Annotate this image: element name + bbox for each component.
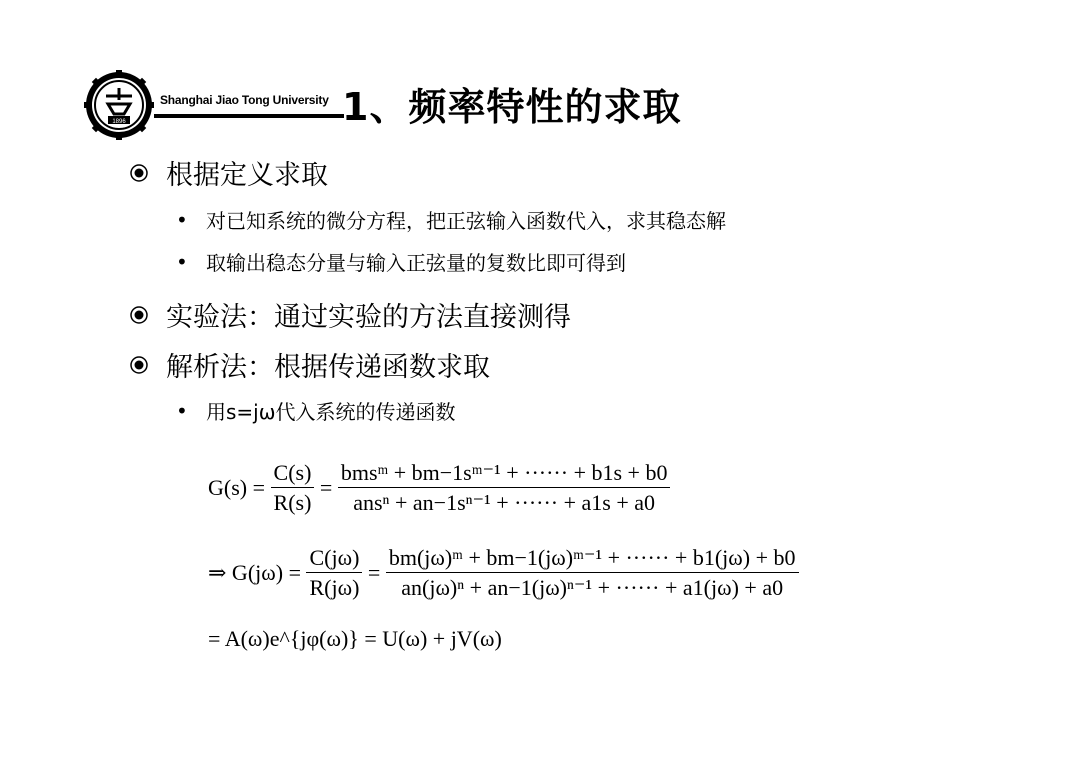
formula-ratio: $\frac{C(j\omega)}{R(j\omega)}$ [306, 545, 362, 601]
formula-line-3 [208, 626, 502, 652]
list-item [130, 153, 328, 192]
header-divider [154, 114, 344, 118]
dot-bullet-icon: • [176, 398, 188, 423]
slide-title: 1、频率特性的求取 [342, 85, 682, 129]
bullet-text: 根据定义求取 [166, 160, 328, 191]
bullet-text: 对已知系统的微分方程，把正弦输入函数代入，求其稳态解 [206, 209, 726, 233]
bullet-text: 实验法：通过实验的方法直接测得 [166, 302, 571, 333]
list-item [176, 205, 726, 234]
seal-bullet-icon [130, 356, 148, 374]
dot-bullet-icon: • [176, 207, 188, 232]
formula-lhs: G(s) = [208, 475, 266, 500]
bullet-text: 取输出稳态分量与输入正弦量的复数比即可得到 [206, 251, 626, 275]
formula-result: = A(ω)e^{jφ(ω)} = U(ω) + jV(ω) [208, 626, 502, 651]
bullet-text: 解析法：根据传递函数求取 [166, 352, 490, 383]
formula-ratio: $\frac{C(s)}{R(s)}$ [271, 460, 315, 516]
dot-bullet-icon: • [176, 249, 188, 274]
bullet-text: 用s=jω代入系统的传递函数 [206, 400, 456, 424]
svg-text:1896: 1896 [112, 119, 126, 125]
formula-line-1: G(s) = $\frac{C(s)}{R(s)}$ = $\frac{\text{bmsᵐ + bm−1sᵐ⁻¹ + ······ + b1s + b0}}{\text{ansⁿ + an−1sⁿ⁻¹ + ······ + a1s + a0}}$ [208, 460, 670, 516]
seal-bullet-icon [130, 306, 148, 324]
university-seal-icon [84, 70, 154, 140]
list-item [176, 396, 455, 425]
formula-polynomial-fraction: $\frac{\text{bmsᵐ + bm−1sᵐ⁻¹ + ······ + b1s + b0}}{\text{ansⁿ + an−1sⁿ⁻¹ + ······ + a1s + a0}}$ [338, 460, 671, 516]
list-item [176, 247, 626, 276]
university-name: Shanghai Jiao Tong University [160, 93, 329, 107]
seal-bullet-icon [130, 164, 148, 182]
formula-polynomial-fraction: $\frac{\text{bm(jω)ᵐ + bm−1(jω)ᵐ⁻¹ + ······ + b1(jω) + b0}}{\text{an(jω)ⁿ + an−1(jω)ⁿ⁻¹ + ······ + a1(jω) + a0}}$ [386, 545, 799, 601]
list-item [130, 295, 571, 334]
formula-line-2: ⇒ G(jω) = $\frac{C(j\omega)}{R(j\omega)}$ = $\frac{\text{bm(jω)ᵐ + bm−1(jω)ᵐ⁻¹ + ······ + b1(jω) + b0}}{\text{an(jω)ⁿ + an−1(jω)ⁿ⁻¹ + ······ + a1(jω) + a0}}$ [208, 545, 799, 601]
formula-lhs: ⇒ G(jω) = [208, 560, 301, 585]
list-item [130, 345, 490, 384]
